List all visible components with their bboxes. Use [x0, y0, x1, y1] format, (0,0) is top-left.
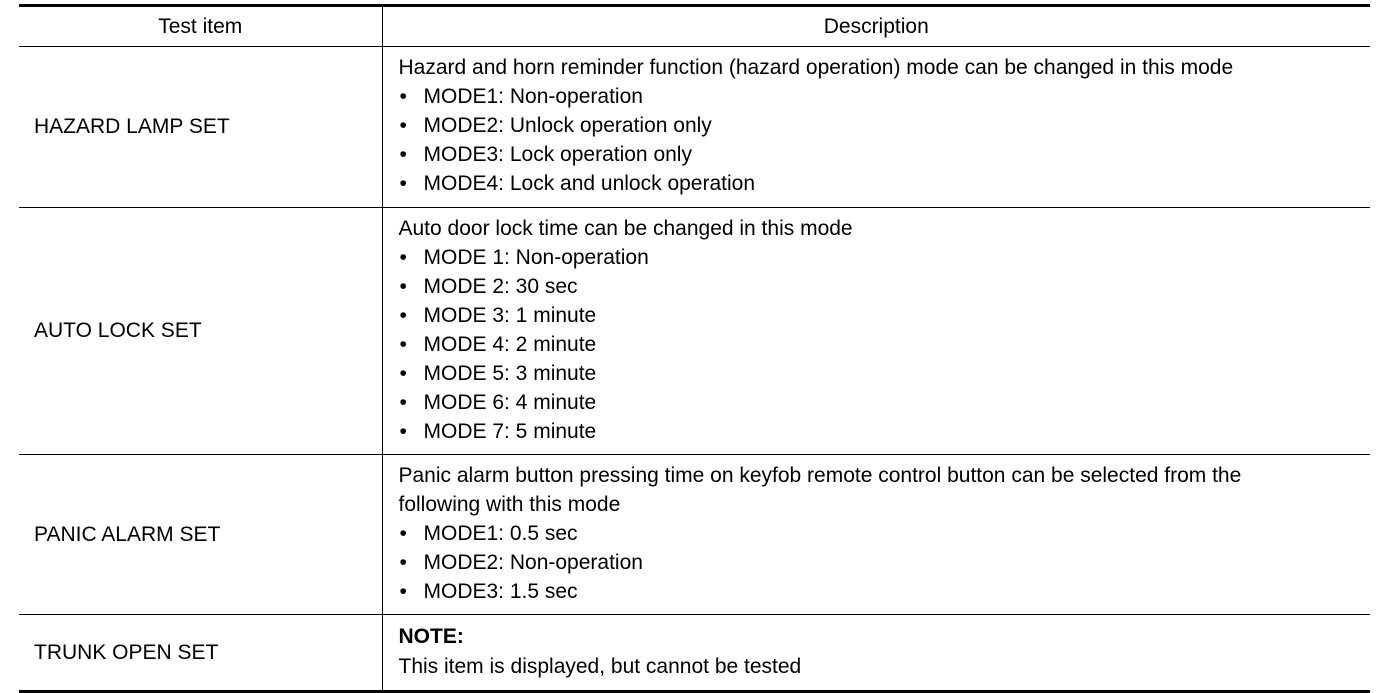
bullet-icon: • — [399, 420, 407, 443]
list-item-text: MODE 1: Non-operation — [423, 246, 649, 269]
description-intro: Hazard and horn reminder function (hazard operation) mode can be changed in this mode — [398, 56, 1234, 79]
list-item-text: MODE4: Lock and unlock operation — [423, 172, 756, 195]
list-item-text: MODE 7: 5 minute — [423, 420, 597, 443]
description-intro-line-2: following with this mode — [398, 493, 621, 516]
bullet-icon: • — [399, 522, 407, 545]
bullet-icon: • — [399, 333, 407, 356]
description-cell — [382, 47, 1370, 208]
bullet-icon: • — [399, 172, 407, 195]
test-item-cell: HAZARD LAMP SET — [19, 47, 382, 208]
list-item — [399, 548, 1363, 577]
list-item — [399, 577, 1363, 606]
list-item-text: MODE 3: 1 minute — [423, 304, 597, 327]
list-item — [399, 111, 1363, 140]
bullet-icon: • — [399, 114, 407, 137]
list-item-text: MODE2: Unlock operation only — [423, 114, 712, 137]
bullet-icon: • — [399, 85, 407, 108]
bullet-icon: • — [399, 391, 407, 414]
list-item-text: MODE3: 1.5 sec — [423, 580, 578, 603]
list-item — [399, 359, 1363, 388]
list-item — [399, 417, 1363, 446]
table-row — [19, 208, 1370, 455]
list-item-text: MODE 6: 4 minute — [423, 391, 597, 414]
list-item — [399, 388, 1363, 417]
description-cell — [382, 615, 1370, 692]
list-item — [399, 519, 1363, 548]
table-row — [19, 455, 1370, 615]
header-description: Description — [382, 6, 1370, 47]
bullet-icon: • — [399, 143, 407, 166]
description-cell — [382, 208, 1370, 455]
bullet-icon: • — [399, 362, 407, 385]
test-item-cell: TRUNK OPEN SET — [19, 615, 382, 692]
test-item-cell: AUTO LOCK SET — [19, 208, 382, 455]
list-item-text: MODE1: 0.5 sec — [423, 522, 578, 545]
table-row — [19, 47, 1370, 208]
list-item-text: MODE2: Non-operation — [423, 551, 643, 574]
description-intro: Auto door lock time can be changed in this mode — [398, 217, 853, 240]
list-item — [399, 301, 1363, 330]
header-test-item: Test item — [19, 6, 382, 47]
list-item-text: MODE 2: 30 sec — [423, 275, 578, 298]
list-item — [399, 169, 1363, 198]
list-item-text: MODE1: Non-operation — [423, 85, 643, 108]
bullet-icon: • — [399, 275, 407, 298]
test-item-table — [19, 4, 1370, 693]
list-item-text: MODE3: Lock operation only — [423, 143, 692, 166]
list-item — [399, 82, 1363, 111]
list-item-text: MODE 4: 2 minute — [423, 333, 597, 356]
note-text: This item is displayed, but cannot be tested — [398, 655, 802, 678]
description-intro-line-1: Panic alarm button pressing time on keyfob remote control button can be selected from the — [398, 464, 1242, 487]
bullet-icon: • — [399, 551, 407, 574]
test-item-table-container — [19, 4, 1370, 693]
bullet-icon: • — [399, 580, 407, 603]
table-row — [19, 615, 1370, 692]
description-cell — [382, 455, 1370, 615]
bullet-icon: • — [399, 246, 407, 269]
table-header-row — [19, 6, 1370, 47]
list-item — [399, 140, 1363, 169]
test-item-cell: PANIC ALARM SET — [19, 455, 382, 615]
list-item — [399, 272, 1363, 301]
list-item — [399, 243, 1363, 272]
list-item — [399, 330, 1363, 359]
note-title: NOTE: — [398, 625, 464, 648]
bullet-icon: • — [399, 304, 407, 327]
list-item-text: MODE 5: 3 minute — [423, 362, 597, 385]
